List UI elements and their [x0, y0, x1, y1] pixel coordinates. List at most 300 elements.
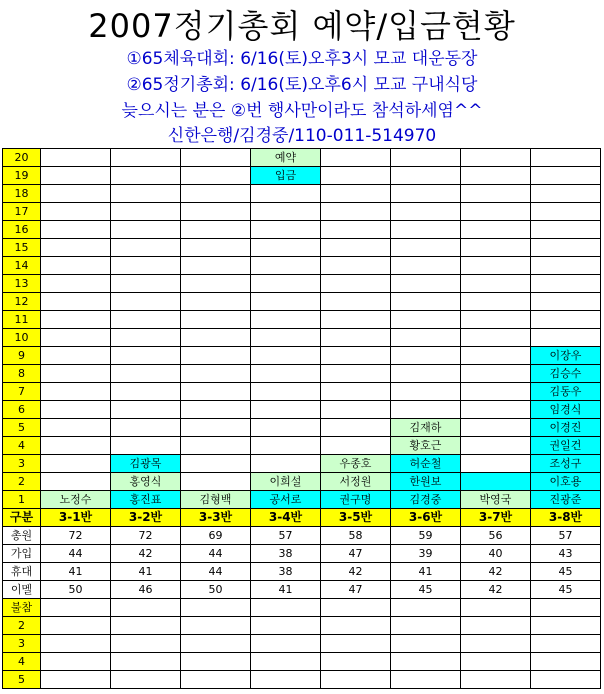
stats-value: 42: [321, 563, 391, 581]
name-cell: [321, 221, 391, 239]
name-cell: [41, 221, 111, 239]
stats-value: 41: [41, 563, 111, 581]
name-cell: 임경식: [531, 401, 601, 419]
name-cell: [321, 437, 391, 455]
attendance-table: [2, 148, 601, 689]
absent-cell: [461, 635, 531, 653]
absent-cell: [41, 617, 111, 635]
name-cell: 김재하: [391, 419, 461, 437]
name-cell: [111, 239, 181, 257]
name-cell: [391, 383, 461, 401]
stats-value: 45: [531, 581, 601, 599]
name-cell: [41, 257, 111, 275]
stats-value: 40: [461, 545, 531, 563]
table-row: [3, 455, 601, 473]
stats-value: 42: [461, 563, 531, 581]
stats-label: 가입: [3, 545, 41, 563]
name-cell: [531, 185, 601, 203]
row-number: 5: [3, 419, 41, 437]
name-cell: [461, 275, 531, 293]
name-cell: 박영국: [461, 491, 531, 509]
name-cell: [181, 437, 251, 455]
name-cell: [111, 167, 181, 185]
name-cell: [321, 419, 391, 437]
name-cell: [391, 311, 461, 329]
name-cell: [461, 167, 531, 185]
absent-row: [3, 635, 601, 653]
legend-reserve: 예약: [251, 149, 321, 167]
class-header: 3-5반: [321, 509, 391, 527]
name-cell: [251, 203, 321, 221]
row-number: 4: [3, 437, 41, 455]
name-cell: [391, 239, 461, 257]
absent-cell: [531, 617, 601, 635]
name-cell: 권구명: [321, 491, 391, 509]
stats-value: 41: [251, 581, 321, 599]
name-cell: [321, 257, 391, 275]
name-cell: [461, 257, 531, 275]
name-cell: [111, 293, 181, 311]
name-cell: [111, 383, 181, 401]
table-row: [3, 185, 601, 203]
row-number: 11: [3, 311, 41, 329]
row-number: 6: [3, 401, 41, 419]
stats-label: 총원: [3, 527, 41, 545]
name-cell: [181, 419, 251, 437]
name-cell: [531, 293, 601, 311]
name-cell: 서정원: [321, 473, 391, 491]
name-cell: [321, 185, 391, 203]
absent-number: 5: [3, 671, 41, 689]
row-number: 10: [3, 329, 41, 347]
name-cell: [111, 419, 181, 437]
stats-row: [3, 527, 601, 545]
stats-row: [3, 563, 601, 581]
absent-cell: [531, 653, 601, 671]
absent-cell: [321, 617, 391, 635]
absent-cell: [41, 635, 111, 653]
stats-value: 72: [41, 527, 111, 545]
row-number: 2: [3, 473, 41, 491]
name-cell: [321, 149, 391, 167]
name-cell: [181, 149, 251, 167]
table-row: [3, 221, 601, 239]
name-cell: [391, 401, 461, 419]
absent-cell: [181, 671, 251, 689]
row-number: 13: [3, 275, 41, 293]
name-cell: [111, 149, 181, 167]
absent-cell: [41, 671, 111, 689]
row-number: 16: [3, 221, 41, 239]
name-cell: [321, 383, 391, 401]
name-cell: [181, 203, 251, 221]
name-cell: [321, 311, 391, 329]
table-row: [3, 383, 601, 401]
table-row: [3, 275, 601, 293]
name-cell: [321, 275, 391, 293]
row-number: 9: [3, 347, 41, 365]
name-cell: [251, 383, 321, 401]
name-cell: [181, 275, 251, 293]
stats-value: 38: [251, 545, 321, 563]
absent-cell: [321, 671, 391, 689]
name-cell: [391, 221, 461, 239]
class-header: 3-4반: [251, 509, 321, 527]
name-cell: [531, 239, 601, 257]
name-cell: [181, 221, 251, 239]
class-header: 3-1반: [41, 509, 111, 527]
name-cell: [181, 239, 251, 257]
stats-value: 47: [321, 581, 391, 599]
row-number: 1: [3, 491, 41, 509]
name-cell: [321, 401, 391, 419]
absent-cell: [111, 617, 181, 635]
stats-row: [3, 581, 601, 599]
name-cell: [251, 185, 321, 203]
class-header: 3-8반: [531, 509, 601, 527]
name-cell: [391, 203, 461, 221]
name-cell: [41, 383, 111, 401]
name-cell: [321, 347, 391, 365]
absent-cell: [251, 599, 321, 617]
name-cell: [251, 239, 321, 257]
name-cell: [181, 347, 251, 365]
name-cell: [461, 221, 531, 239]
name-cell: [461, 401, 531, 419]
name-cell: 한원보: [391, 473, 461, 491]
name-cell: [321, 365, 391, 383]
name-cell: [181, 167, 251, 185]
table-row: [3, 491, 601, 509]
name-cell: [531, 311, 601, 329]
absent-number: 2: [3, 617, 41, 635]
absent-cell: [391, 599, 461, 617]
name-cell: [41, 347, 111, 365]
name-cell: 권일건: [531, 437, 601, 455]
absent-number: 4: [3, 653, 41, 671]
stats-value: 44: [181, 563, 251, 581]
name-cell: [41, 293, 111, 311]
name-cell: [251, 311, 321, 329]
absent-cell: [111, 599, 181, 617]
name-cell: 김경중: [391, 491, 461, 509]
absent-cell: [461, 653, 531, 671]
header-label: 구분: [3, 509, 41, 527]
name-cell: [111, 203, 181, 221]
name-cell: [321, 167, 391, 185]
name-cell: [461, 383, 531, 401]
name-cell: [391, 275, 461, 293]
name-cell: [391, 365, 461, 383]
stats-value: 41: [391, 563, 461, 581]
absent-cell: [181, 653, 251, 671]
name-cell: 이호용: [531, 473, 601, 491]
absent-cell: [251, 671, 321, 689]
name-cell: [181, 185, 251, 203]
name-cell: 홍진표: [111, 491, 181, 509]
name-cell: [461, 419, 531, 437]
row-number: 18: [3, 185, 41, 203]
page-title: 2007정기총회 예약/입금현황: [88, 7, 516, 45]
name-cell: [41, 149, 111, 167]
absent-cell: [41, 599, 111, 617]
stats-value: 57: [251, 527, 321, 545]
table-row: [3, 365, 601, 383]
name-cell: [461, 329, 531, 347]
name-cell: [321, 239, 391, 257]
absent-cell: [181, 599, 251, 617]
info-line-event1: ①65체육대회: 6/16(토)오후3시 모교 대운동장: [126, 49, 478, 69]
absent-cell: [181, 617, 251, 635]
stats-value: 38: [251, 563, 321, 581]
name-cell: [41, 185, 111, 203]
name-cell: [111, 257, 181, 275]
name-cell: 허순철: [391, 455, 461, 473]
stats-value: 43: [531, 545, 601, 563]
stats-value: 42: [111, 545, 181, 563]
absent-number: 3: [3, 635, 41, 653]
absent-header-row: [3, 599, 601, 617]
table-row: [3, 167, 601, 185]
stats-value: 45: [531, 563, 601, 581]
stats-value: 44: [181, 545, 251, 563]
name-cell: [531, 221, 601, 239]
info-line-event2: ②65정기총회: 6/16(토)오후6시 모교 구내식당: [126, 75, 478, 95]
name-cell: 김광목: [111, 455, 181, 473]
name-cell: [41, 167, 111, 185]
stats-label: 이멜: [3, 581, 41, 599]
name-cell: [181, 329, 251, 347]
name-cell: [531, 329, 601, 347]
name-cell: [111, 365, 181, 383]
name-cell: [391, 293, 461, 311]
info-line-bank: 신한은행/김경중/110-011-514970: [167, 126, 437, 146]
table-row: [3, 329, 601, 347]
absent-cell: [461, 617, 531, 635]
absent-cell: [251, 617, 321, 635]
row-number: 8: [3, 365, 41, 383]
stats-value: 41: [111, 563, 181, 581]
name-cell: [391, 329, 461, 347]
name-cell: [111, 311, 181, 329]
name-cell: [391, 257, 461, 275]
name-cell: [181, 401, 251, 419]
name-cell: 노정수: [41, 491, 111, 509]
row-number: 7: [3, 383, 41, 401]
absent-cell: [321, 635, 391, 653]
absent-cell: [111, 635, 181, 653]
table-row: [3, 203, 601, 221]
absent-cell: [41, 653, 111, 671]
name-cell: [41, 239, 111, 257]
name-cell: 우종호: [321, 455, 391, 473]
absent-label: 불참: [3, 599, 41, 617]
stats-value: 46: [111, 581, 181, 599]
name-cell: [531, 167, 601, 185]
name-cell: [41, 419, 111, 437]
absent-row: [3, 653, 601, 671]
name-cell: 진광준: [531, 491, 601, 509]
name-cell: [531, 149, 601, 167]
name-cell: [461, 347, 531, 365]
row-number: 20: [3, 149, 41, 167]
stats-row: [3, 545, 601, 563]
name-cell: [111, 401, 181, 419]
name-cell: [41, 455, 111, 473]
name-cell: [461, 239, 531, 257]
name-cell: [391, 167, 461, 185]
name-cell: [391, 185, 461, 203]
absent-cell: [111, 653, 181, 671]
name-cell: [461, 293, 531, 311]
stats-value: 50: [41, 581, 111, 599]
name-cell: 김동우: [531, 383, 601, 401]
name-cell: [251, 401, 321, 419]
name-cell: 김승수: [531, 365, 601, 383]
stats-value: 72: [111, 527, 181, 545]
absent-cell: [461, 671, 531, 689]
stats-value: 56: [461, 527, 531, 545]
name-cell: [111, 347, 181, 365]
name-cell: 조성구: [531, 455, 601, 473]
name-cell: [41, 329, 111, 347]
absent-cell: [251, 653, 321, 671]
name-cell: [181, 473, 251, 491]
name-cell: [461, 185, 531, 203]
name-cell: [181, 257, 251, 275]
name-cell: [251, 221, 321, 239]
name-cell: [461, 203, 531, 221]
absent-cell: [391, 653, 461, 671]
name-cell: [251, 455, 321, 473]
name-cell: [181, 383, 251, 401]
stats-value: 58: [321, 527, 391, 545]
name-cell: [111, 329, 181, 347]
name-cell: 황호근: [391, 437, 461, 455]
stats-value: 50: [181, 581, 251, 599]
absent-cell: [531, 671, 601, 689]
absent-cell: [111, 671, 181, 689]
name-cell: [461, 149, 531, 167]
name-cell: 이경진: [531, 419, 601, 437]
row-number: 17: [3, 203, 41, 221]
table-row: [3, 473, 601, 491]
stats-value: 69: [181, 527, 251, 545]
absent-cell: [181, 635, 251, 653]
absent-cell: [391, 635, 461, 653]
name-cell: [41, 203, 111, 221]
name-cell: 공서로: [251, 491, 321, 509]
table-row: [3, 257, 601, 275]
name-cell: 김형백: [181, 491, 251, 509]
name-cell: [251, 419, 321, 437]
absent-cell: [391, 671, 461, 689]
name-cell: [41, 401, 111, 419]
name-cell: 이희설: [251, 473, 321, 491]
name-cell: [461, 473, 531, 491]
row-number: 12: [3, 293, 41, 311]
info-line-notice: 늦으시는 분은 ②번 행사만이라도 참석하세염^^: [121, 101, 483, 121]
name-cell: [531, 275, 601, 293]
stats-value: 44: [41, 545, 111, 563]
row-number: 19: [3, 167, 41, 185]
class-header: 3-3반: [181, 509, 251, 527]
name-cell: [391, 347, 461, 365]
absent-cell: [251, 635, 321, 653]
name-cell: [461, 437, 531, 455]
row-number: 15: [3, 239, 41, 257]
name-cell: [321, 203, 391, 221]
absent-cell: [321, 653, 391, 671]
class-header: 3-2반: [111, 509, 181, 527]
name-cell: [251, 347, 321, 365]
table-row: [3, 239, 601, 257]
absent-cell: [461, 599, 531, 617]
absent-cell: [531, 599, 601, 617]
name-cell: [111, 275, 181, 293]
name-cell: [111, 437, 181, 455]
class-header: 3-7반: [461, 509, 531, 527]
row-number: 3: [3, 455, 41, 473]
table-row: [3, 419, 601, 437]
name-cell: [461, 455, 531, 473]
row-number: 14: [3, 257, 41, 275]
absent-row: [3, 617, 601, 635]
absent-cell: [321, 599, 391, 617]
name-cell: [111, 185, 181, 203]
stats-value: 39: [391, 545, 461, 563]
name-cell: [251, 293, 321, 311]
name-cell: [181, 455, 251, 473]
stats-value: 45: [391, 581, 461, 599]
name-cell: [251, 365, 321, 383]
stats-value: 57: [531, 527, 601, 545]
absent-cell: [391, 617, 461, 635]
name-cell: [391, 149, 461, 167]
name-cell: [41, 473, 111, 491]
table-row: [3, 401, 601, 419]
stats-value: 47: [321, 545, 391, 563]
table-row: [3, 149, 601, 167]
name-cell: [461, 365, 531, 383]
name-cell: 홍영식: [111, 473, 181, 491]
name-cell: [181, 293, 251, 311]
table-row: [3, 311, 601, 329]
name-cell: [111, 221, 181, 239]
name-cell: [251, 257, 321, 275]
name-cell: [41, 365, 111, 383]
class-header: 3-6반: [391, 509, 461, 527]
name-cell: [251, 275, 321, 293]
stats-label: 휴대: [3, 563, 41, 581]
table-row: [3, 293, 601, 311]
table-row: [3, 437, 601, 455]
name-cell: [321, 293, 391, 311]
name-cell: [531, 257, 601, 275]
absent-row: [3, 671, 601, 689]
name-cell: [41, 437, 111, 455]
stats-value: 59: [391, 527, 461, 545]
legend-deposit: 입금: [251, 167, 321, 185]
name-cell: [181, 365, 251, 383]
name-cell: [321, 329, 391, 347]
name-cell: [181, 311, 251, 329]
name-cell: 이장우: [531, 347, 601, 365]
class-header-row: [3, 509, 601, 527]
name-cell: [251, 437, 321, 455]
name-cell: [461, 311, 531, 329]
name-cell: [41, 311, 111, 329]
